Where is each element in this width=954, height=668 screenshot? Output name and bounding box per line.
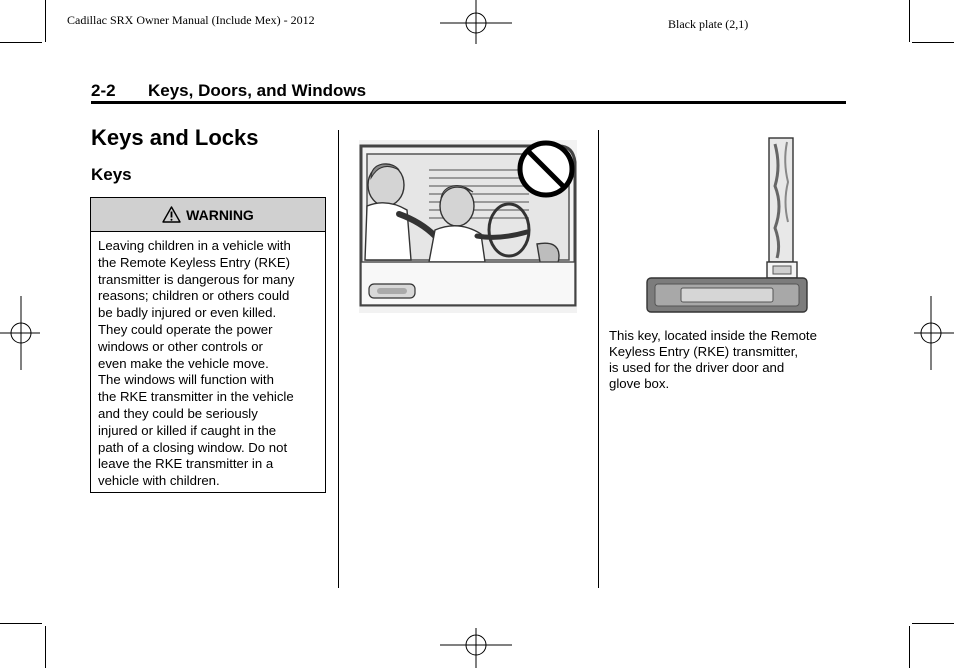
warning-line: be badly injured or even killed.: [98, 305, 277, 321]
key-caption: [609, 328, 849, 392]
column-divider: [338, 130, 339, 588]
prohibition-icon: [520, 143, 572, 195]
plate-label: Black plate (2,1): [668, 17, 749, 31]
caption-line: glove box.: [609, 376, 670, 391]
warning-line: the Remote Keyless Entry (RKE): [98, 254, 291, 270]
crop-mark: [909, 626, 910, 668]
caption-line: This key, located inside the Remote: [609, 328, 817, 343]
section-rule: [91, 101, 846, 104]
warning-line: The windows will function with: [98, 372, 274, 388]
crop-mark: [45, 0, 46, 42]
warning-line: the RKE transmitter in the vehicle: [98, 389, 294, 405]
key-illustration: [645, 136, 809, 314]
warning-line: They could operate the power: [98, 321, 273, 337]
warning-header: [91, 198, 325, 232]
crop-mark: [912, 42, 954, 43]
warning-line: even make the vehicle move.: [98, 355, 269, 371]
warning-line: leave the RKE transmitter in a: [98, 456, 274, 472]
column-divider: [598, 130, 599, 588]
warning-line: reasons; children or others could: [98, 288, 290, 304]
children-in-vehicle-illustration: [359, 140, 577, 313]
registration-mark: [440, 0, 512, 48]
warning-box: [90, 197, 326, 493]
caption-line: Keyless Entry (RKE) transmitter,: [609, 344, 799, 359]
crop-mark: [0, 42, 42, 43]
crop-mark: [45, 626, 46, 668]
registration-mark: [910, 296, 954, 370]
page-heading: Keys and Locks: [91, 125, 259, 150]
warning-line: vehicle with children.: [98, 473, 220, 489]
crop-mark: [0, 623, 42, 624]
crop-mark: [909, 0, 910, 42]
warning-line: transmitter is dangerous for many: [98, 271, 295, 287]
registration-mark: [0, 296, 44, 370]
registration-mark: [440, 624, 512, 668]
caption-line: is used for the driver door and: [609, 360, 785, 375]
document-title: Cadillac SRX Owner Manual (Include Mex) - 2012: [67, 13, 315, 27]
warning-line: and they could be seriously: [98, 405, 258, 421]
section-title: Keys, Doors, and Windows: [148, 81, 367, 100]
section-number: 2-2: [91, 81, 116, 100]
section-header: [91, 81, 366, 101]
warning-label: WARNING: [186, 206, 254, 223]
warning-line: Leaving children in a vehicle with: [98, 238, 291, 253]
warning-text: [91, 232, 325, 490]
warning-line: injured or killed if caught in the: [98, 422, 277, 438]
subheading: Keys: [91, 165, 132, 184]
warning-triangle-icon: [162, 206, 181, 223]
warning-line: path of a closing window. Do not: [98, 439, 288, 455]
warning-line: windows or other controls or: [98, 338, 263, 354]
crop-mark: [912, 623, 954, 624]
